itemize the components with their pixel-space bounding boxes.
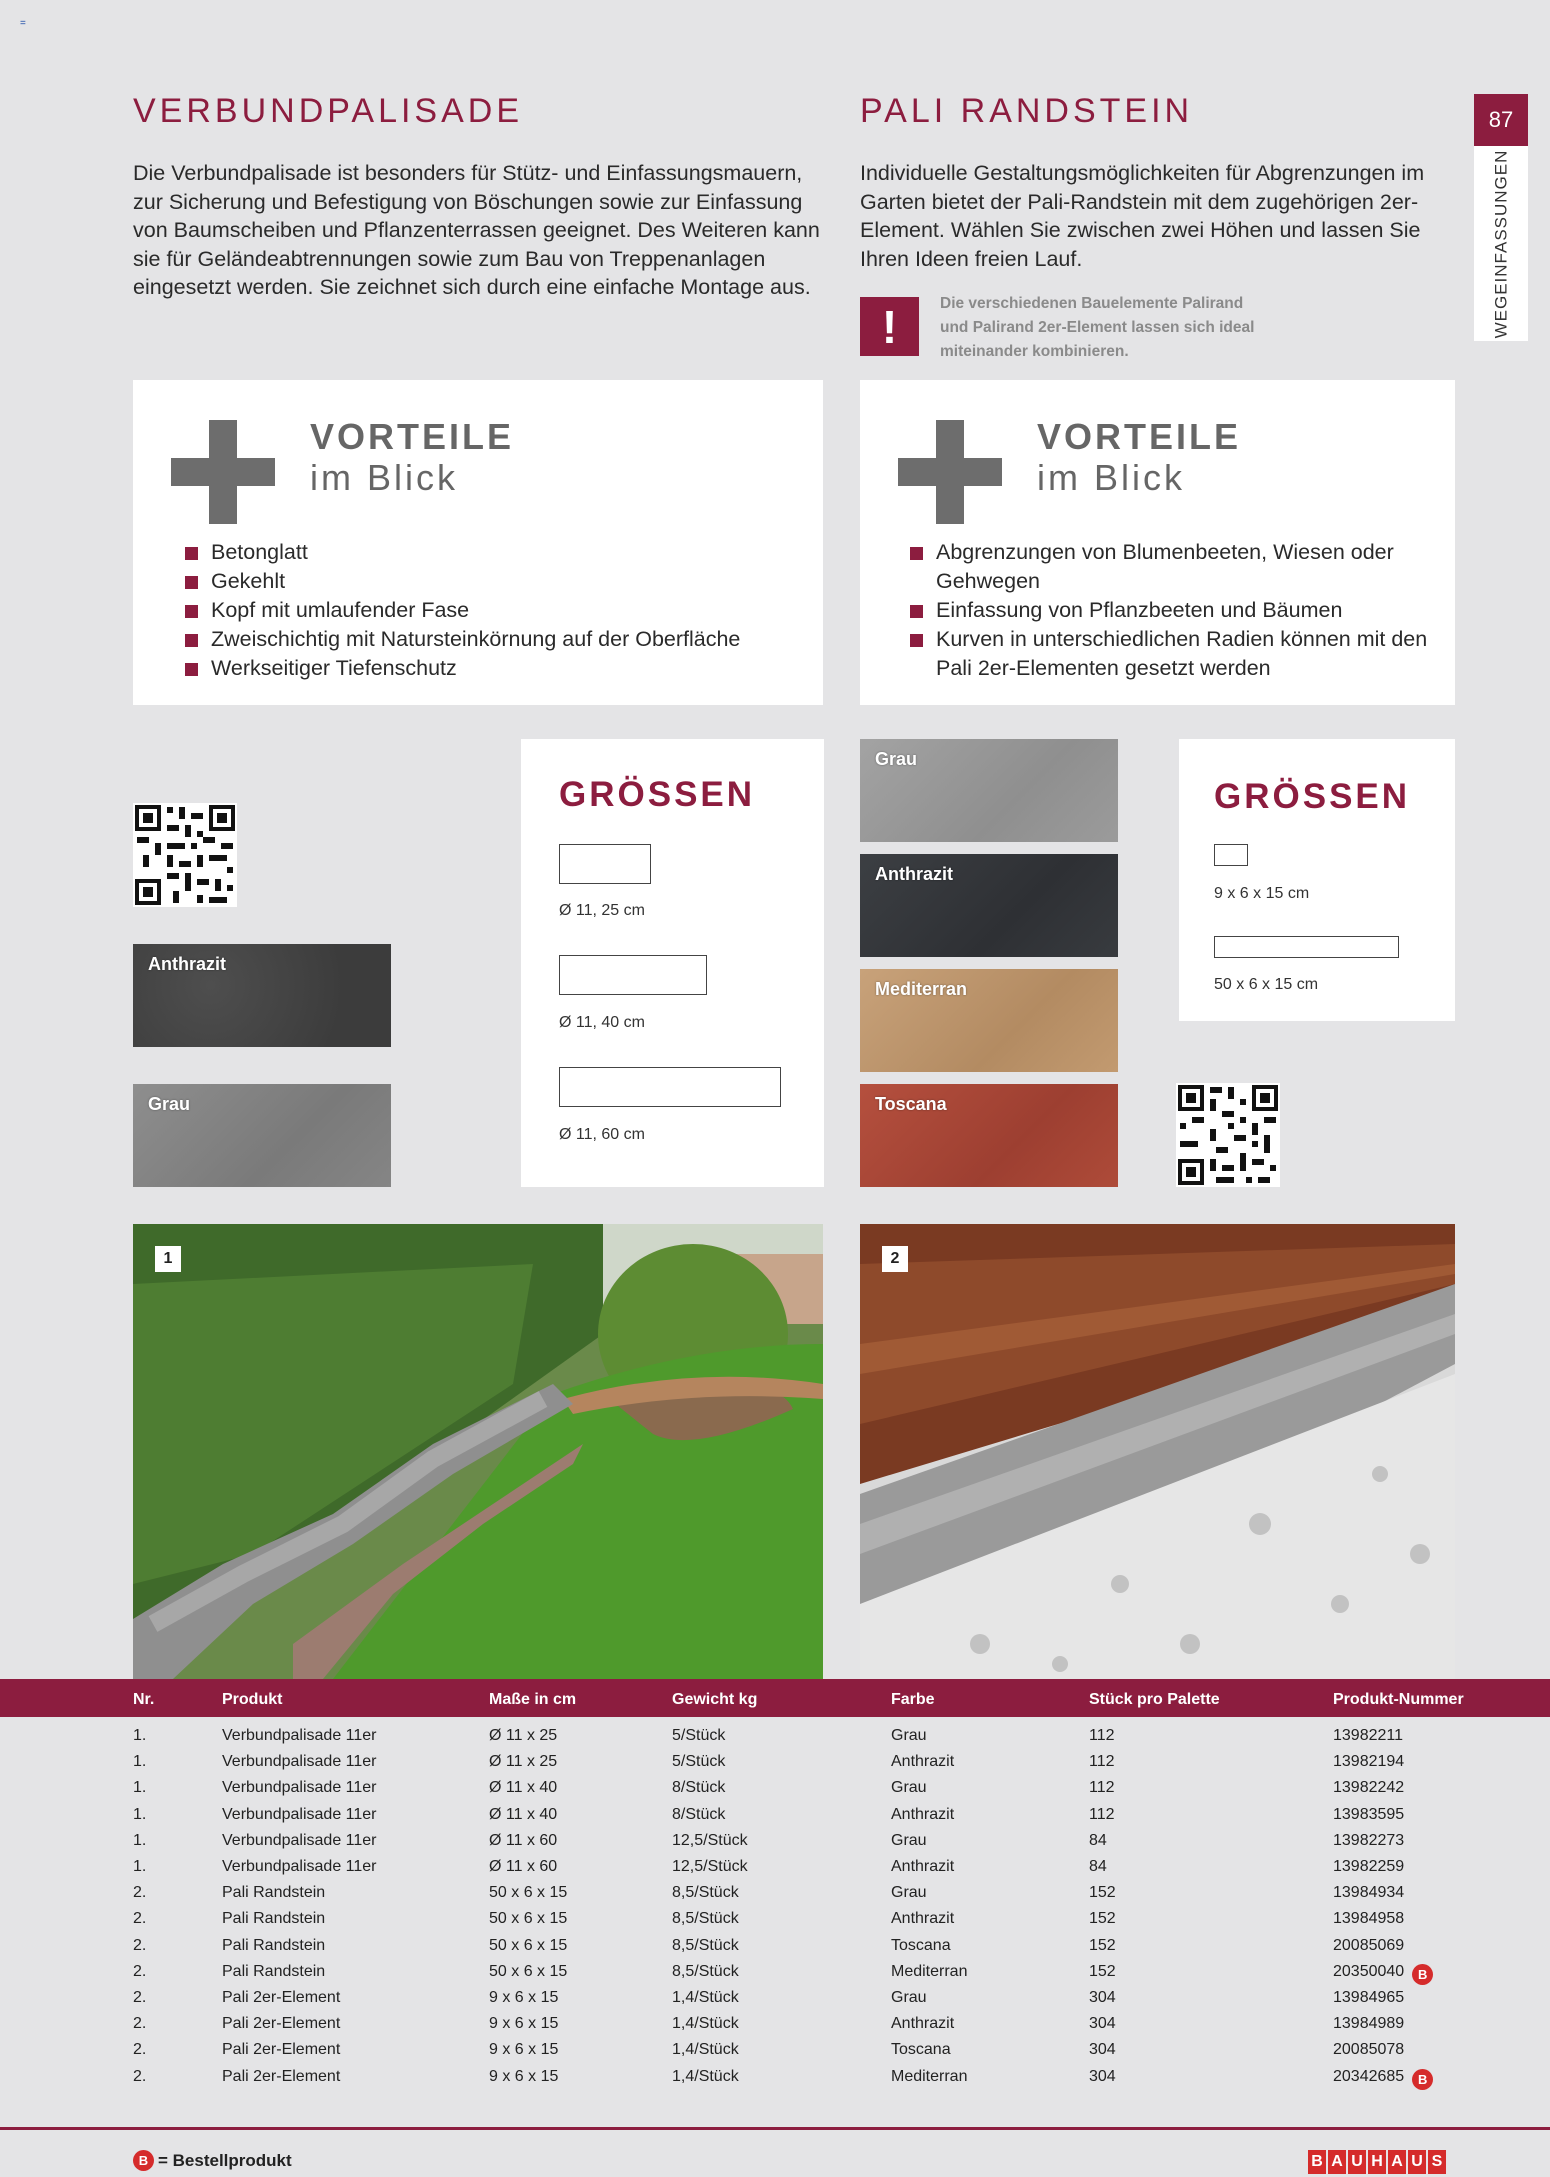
table-cell-farbe: Toscana <box>891 1937 951 1954</box>
table-cell-produkt: Verbundpalisade 11er <box>222 1779 377 1796</box>
benefit-item: Betonglatt <box>185 538 805 567</box>
benefit-item: Zweischichtig mit Natursteinkörnung auf der Oberfläche <box>185 625 805 654</box>
table-cell-nr: 2. <box>133 1989 147 2006</box>
table-cell-masse: 50 x 6 x 15 <box>489 1884 568 1901</box>
vorteile-card-right <box>860 380 1455 705</box>
size-diagram <box>559 955 707 995</box>
page-number: 87 <box>1474 94 1528 146</box>
im-blick-heading: im Blick <box>1037 457 1185 498</box>
table-cell-nummer: 20350040 B <box>1333 1963 1433 1985</box>
warning-line: miteinander kombinieren. <box>940 343 1129 360</box>
corner-mark: = <box>20 18 26 29</box>
table-cell-gewicht: 8,5/Stück <box>672 1910 739 1927</box>
table-cell-nummer: 13982242 <box>1333 1779 1405 1796</box>
table-cell-produkt: Verbundpalisade 11er <box>222 1858 377 1875</box>
table-cell-stueck: 152 <box>1089 1884 1116 1901</box>
table-cell-nummer: 20085078 <box>1333 2041 1405 2058</box>
table-cell-produkt: Verbundpalisade 11er <box>222 1806 377 1823</box>
table-cell-farbe: Anthrazit <box>891 1910 955 1927</box>
table-cell-nr: 2. <box>133 1884 147 1901</box>
size-label: Ø 11, 60 cm <box>559 1126 645 1143</box>
table-cell-masse: Ø 11 x 40 <box>489 1806 558 1823</box>
table-cell-stueck: 84 <box>1089 1832 1107 1849</box>
table-cell-produkt: Pali 2er-Element <box>222 2068 341 2085</box>
table-cell-stueck: 112 <box>1089 1806 1115 1823</box>
table-cell-gewicht: 8,5/Stück <box>672 1884 739 1901</box>
table-cell-nr: 1. <box>133 1753 147 1770</box>
table-cell-nr: 2. <box>133 1910 147 1927</box>
table-cell-stueck: 152 <box>1089 1963 1116 1980</box>
table-cell-stueck: 304 <box>1089 2015 1116 2032</box>
table-cell-nr: 1. <box>133 1779 147 1796</box>
table-cell-nr: 2. <box>133 2015 147 2032</box>
table-cell-nummer: 13984965 <box>1333 1989 1405 2006</box>
logo-letter: H <box>1368 2150 1386 2174</box>
table-cell-nummer: 20085069 <box>1333 1937 1405 1954</box>
bestell-icon: B <box>1412 1964 1433 1985</box>
table-cell-stueck: 304 <box>1089 2068 1116 2085</box>
intro-line: Die Verbundpalisade ist besonders für Stütz- und Einfassungsmauern, <box>133 161 803 185</box>
size-diagram <box>1214 936 1399 958</box>
swatch-label: Toscana <box>875 1094 947 1114</box>
logo-letter: B <box>1308 2150 1326 2174</box>
table-cell-gewicht: 5/Stück <box>672 1727 726 1744</box>
intro-line: eingesetzt werden. Sie zeichnet sich durch eine einfache Montage aus. <box>133 275 811 299</box>
bestell-icon: B <box>1412 2069 1433 2090</box>
table-cell-masse: 9 x 6 x 15 <box>489 2041 559 2058</box>
table-cell-produkt: Pali Randstein <box>222 1910 326 1927</box>
warning-line: und Palirand 2er-Element lassen sich ideal <box>940 319 1255 336</box>
table-cell-produkt: Pali 2er-Element <box>222 2041 341 2058</box>
vorteile-heading: VORTEILE <box>310 416 515 457</box>
warning-text <box>940 292 1270 364</box>
table-cell-masse: Ø 11 x 40 <box>489 1779 558 1796</box>
logo-letter: U <box>1408 2150 1426 2174</box>
groessen-card-left <box>521 739 824 1187</box>
benefit-item: Kurven in unterschiedlichen Radien können mit den Pali 2er-Elementen gesetzt werden <box>910 625 1450 683</box>
swatch-label: Grau <box>148 1094 191 1114</box>
table-cell-nummer: 20342685 B <box>1333 2068 1433 2090</box>
table-cell-nr: 1. <box>133 1832 147 1849</box>
table-cell-stueck: 152 <box>1089 1937 1116 1954</box>
benefit-item: Abgrenzungen von Blumenbeeten, Wiesen oder Gehwegen <box>910 538 1450 596</box>
table-cell-farbe: Anthrazit <box>891 1806 955 1823</box>
benefit-list <box>185 538 805 683</box>
table-cell-gewicht: 12,5/Stück <box>672 1832 748 1849</box>
benefit-item: Einfassung von Pflanzbeeten und Bäumen <box>910 596 1450 625</box>
warning-line: Die verschiedenen Bauelemente Palirand <box>940 295 1244 312</box>
verbundpalisade-intro <box>133 159 853 302</box>
table-cell-farbe: Grau <box>891 1884 927 1901</box>
table-cell-gewicht: 8,5/Stück <box>672 1963 739 1980</box>
logo-letter: S <box>1428 2150 1446 2174</box>
table-cell-nr: 2. <box>133 2068 147 2085</box>
benefit-item: Kopf mit umlaufender Fase <box>185 596 805 625</box>
table-cell-farbe: Grau <box>891 1779 927 1796</box>
swatch-mediterran[interactable] <box>860 969 1118 1072</box>
table-cell-farbe: Anthrazit <box>891 1858 955 1875</box>
table-cell-nummer: 13982194 <box>1333 1753 1405 1770</box>
intro-line: Ihren Ideen freien Lauf. <box>860 246 1083 271</box>
swatch-anthrazit[interactable] <box>860 854 1118 957</box>
swatch-toscana[interactable] <box>860 1084 1118 1187</box>
swatch-label: Anthrazit <box>148 954 226 974</box>
table-cell-masse: Ø 11 x 60 <box>489 1858 558 1875</box>
swatch-grau[interactable] <box>133 1084 391 1187</box>
table-cell-produkt: Verbundpalisade 11er <box>222 1753 377 1770</box>
table-cell-stueck: 112 <box>1089 1753 1115 1770</box>
table-cell-nummer: 13982259 <box>1333 1858 1405 1875</box>
intro-line: zur Sicherung und Befestigung von Böschungen sowie zur Einfassung <box>133 189 803 214</box>
table-cell-farbe: Mediterran <box>891 1963 968 1980</box>
vorteile-heading: VORTEILE <box>1037 416 1242 457</box>
table-cell-nummer: 13984934 <box>1333 1884 1405 1901</box>
intro-line: sie für Geländeabtrennungen sowie zum Bau von Treppenanlagen <box>133 246 766 271</box>
table-cell-masse: Ø 11 x 25 <box>489 1753 558 1770</box>
table-cell-nr: 2. <box>133 2041 147 2058</box>
section-side-tab[interactable] <box>1474 146 1528 341</box>
qr-code-right[interactable] <box>1176 1083 1280 1187</box>
table-header: Gewicht kg <box>672 1691 758 1708</box>
table-cell-masse: 9 x 6 x 15 <box>489 1989 559 2006</box>
pali-randstein-title: PALI RANDSTEIN <box>860 92 1194 130</box>
logo-letter: A <box>1388 2150 1406 2174</box>
table-cell-stueck: 152 <box>1089 1910 1116 1927</box>
table-cell-nummer: 13982273 <box>1333 1832 1405 1849</box>
photo-verbundpalisade <box>133 1224 823 1679</box>
footer-rule <box>0 2127 1550 2130</box>
table-cell-nr: 1. <box>133 1806 147 1823</box>
swatch-anthrazit[interactable] <box>133 944 391 1047</box>
table-cell-nummer: 13984958 <box>1333 1910 1405 1927</box>
warning-icon: ! <box>860 297 919 356</box>
table-cell-gewicht: 1,4/Stück <box>672 2015 739 2032</box>
table-cell-gewicht: 5/Stück <box>672 1753 726 1770</box>
table-header: Nr. <box>133 1691 155 1708</box>
table-cell-produkt: Verbundpalisade 11er <box>222 1832 377 1849</box>
qr-code-left[interactable] <box>133 803 237 907</box>
table-cell-masse: 50 x 6 x 15 <box>489 1963 568 1980</box>
table-cell-farbe: Grau <box>891 1989 927 2006</box>
im-blick-heading: im Blick <box>310 457 458 498</box>
side-tab-label: WEGEINFASSUNGEN <box>1491 149 1510 338</box>
logo-letter: A <box>1328 2150 1346 2174</box>
table-cell-farbe: Grau <box>891 1832 927 1849</box>
table-cell-masse: 50 x 6 x 15 <box>489 1910 568 1927</box>
size-diagram <box>559 844 651 884</box>
groessen-heading: GRÖSSEN <box>1214 777 1411 816</box>
table-cell-stueck: 112 <box>1089 1779 1115 1796</box>
benefit-list <box>910 538 1450 683</box>
plus-icon <box>898 420 1002 524</box>
table-cell-gewicht: 8,5/Stück <box>672 1937 739 1954</box>
table-cell-nummer: 13983595 <box>1333 1806 1405 1823</box>
size-label: 9 x 6 x 15 cm <box>1214 885 1310 902</box>
table-cell-nr: 2. <box>133 1963 147 1980</box>
table-cell-masse: Ø 11 x 60 <box>489 1832 558 1849</box>
table-cell-nr: 1. <box>133 1727 147 1744</box>
intro-line: Element. Wählen Sie zwischen zwei Höhen und lassen Sie <box>860 218 1421 242</box>
groessen-card-right <box>1179 739 1455 1021</box>
photo-pali-randstein <box>860 1224 1455 1679</box>
swatch-label: Mediterran <box>875 979 968 999</box>
table-cell-farbe: Mediterran <box>891 2068 968 2085</box>
table-cell-produkt: Pali Randstein <box>222 1884 326 1901</box>
table-header: Farbe <box>891 1691 935 1708</box>
pali-randstein-intro <box>860 159 1440 273</box>
size-label: Ø 11, 40 cm <box>559 1014 645 1031</box>
table-cell-stueck: 112 <box>1089 1727 1115 1744</box>
bestell-legend <box>133 2150 292 2171</box>
table-cell-masse: 50 x 6 x 15 <box>489 1937 568 1954</box>
table-cell-farbe: Anthrazit <box>891 2015 955 2032</box>
table-cell-masse: Ø 11 x 25 <box>489 1727 558 1744</box>
table-cell-masse: 9 x 6 x 15 <box>489 2068 559 2085</box>
table-cell-gewicht: 1,4/Stück <box>672 1989 739 2006</box>
intro-line: Garten bietet der Pali-Randstein mit dem zugehörigen 2er- <box>860 189 1419 214</box>
benefit-item: Gekehlt <box>185 567 805 596</box>
table-cell-nummer: 13982211 <box>1333 1727 1403 1744</box>
intro-line: von Baumscheiben und Pflanzenterrassen geeignet. Des Weiteren kann <box>133 218 820 242</box>
benefit-item: Werkseitiger Tiefenschutz <box>185 654 805 683</box>
table-header: Produkt-Nummer <box>1333 1691 1464 1708</box>
table-cell-farbe: Grau <box>891 1727 927 1744</box>
photo-number: 1 <box>155 1246 181 1272</box>
size-label: Ø 11, 25 cm <box>559 902 645 919</box>
table-header: Produkt <box>222 1691 283 1708</box>
table-cell-gewicht: 8/Stück <box>672 1779 726 1796</box>
groessen-heading: GRÖSSEN <box>559 775 756 814</box>
table-cell-produkt: Pali 2er-Element <box>222 1989 341 2006</box>
table-cell-gewicht: 12,5/Stück <box>672 1858 748 1875</box>
size-diagram <box>1214 844 1248 866</box>
table-cell-nr: 2. <box>133 1937 147 1954</box>
table-header: Maße in cm <box>489 1691 577 1708</box>
plus-icon <box>171 420 275 524</box>
table-cell-farbe: Toscana <box>891 2041 951 2058</box>
bauhaus-logo[interactable] <box>1308 2150 1446 2174</box>
legend-text: = Bestellprodukt <box>158 2150 292 2170</box>
intro-line: Individuelle Gestaltungsmöglichkeiten für Abgrenzungen im <box>860 161 1425 185</box>
vorteile-card-left <box>133 380 823 705</box>
table-cell-nummer: 13984989 <box>1333 2015 1405 2032</box>
bestell-icon: B <box>133 2150 154 2171</box>
size-diagram <box>559 1067 781 1107</box>
size-label: 50 x 6 x 15 cm <box>1214 976 1319 993</box>
table-cell-gewicht: 1,4/Stück <box>672 2041 739 2058</box>
table-cell-masse: 9 x 6 x 15 <box>489 2015 559 2032</box>
table-cell-gewicht: 8/Stück <box>672 1806 726 1823</box>
photo-number: 2 <box>882 1246 908 1272</box>
table-cell-produkt: Verbundpalisade 11er <box>222 1727 377 1744</box>
table-cell-produkt: Pali Randstein <box>222 1937 326 1954</box>
table-cell-produkt: Pali Randstein <box>222 1963 326 1980</box>
verbundpalisade-title: VERBUNDPALISADE <box>133 92 524 130</box>
swatch-label: Grau <box>875 749 918 769</box>
table-cell-stueck: 304 <box>1089 1989 1116 2006</box>
swatch-label: Anthrazit <box>875 864 953 884</box>
table-cell-stueck: 304 <box>1089 2041 1116 2058</box>
logo-letter: U <box>1348 2150 1366 2174</box>
table-cell-farbe: Anthrazit <box>891 1753 955 1770</box>
table-cell-stueck: 84 <box>1089 1858 1107 1875</box>
table-cell-produkt: Pali 2er-Element <box>222 2015 341 2032</box>
table-header: Stück pro Palette <box>1089 1691 1220 1708</box>
table-cell-gewicht: 1,4/Stück <box>672 2068 739 2085</box>
swatch-grau[interactable] <box>860 739 1118 842</box>
table-cell-nr: 1. <box>133 1858 147 1875</box>
